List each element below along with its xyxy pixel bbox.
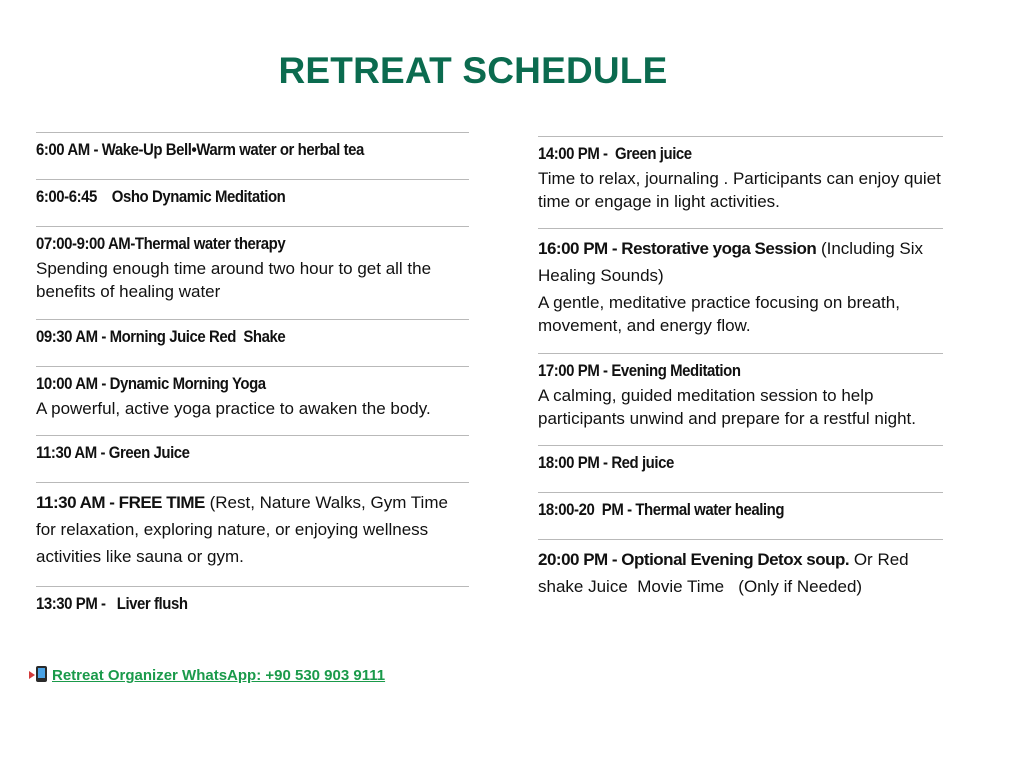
schedule-item xyxy=(538,136,943,228)
schedule-item xyxy=(538,353,943,445)
item-heading: 14:00 PM - Green juice xyxy=(538,144,692,163)
item-description: A powerful, active yoga practice to awaken the body. xyxy=(36,399,431,418)
item-heading: 13:30 PM - Liver flush xyxy=(36,594,188,613)
item-heading: 18:00 PM - Red juice xyxy=(538,453,674,472)
schedule-item xyxy=(538,539,943,600)
whatsapp-contact-text: Retreat Organizer WhatsApp: +90 530 903 9111 xyxy=(52,667,386,684)
item-description: A gentle, meditative practice focusing on breath, movement, and energy flow. xyxy=(538,293,900,335)
item-heading-bold: 11:30 AM - FREE TIME xyxy=(36,493,205,512)
schedule-item xyxy=(36,319,469,366)
item-heading: 6:00-6:45 Osho Dynamic Meditation xyxy=(36,187,286,206)
item-description: A calming, guided meditation session to help participants unwind and prepare for a restful night. xyxy=(538,386,917,428)
schedule-item xyxy=(36,226,469,319)
item-heading-bold: 20:00 PM - Optional Evening Detox soup. xyxy=(538,550,850,569)
mobile-phone-arrow-icon xyxy=(36,666,47,682)
item-heading-note: (Rest, Nature Walks, Gym Time for relaxation, exploring nature, or enjoying wellness activities like sauna or gym. xyxy=(36,493,448,566)
item-heading-note: (Including Six Healing Sounds) xyxy=(538,239,924,285)
item-heading: 10:00 AM - Dynamic Morning Yoga xyxy=(36,374,266,393)
page-title: RETREAT SCHEDULE xyxy=(278,50,668,91)
item-heading: 17:00 PM - Evening Meditation xyxy=(538,361,741,380)
item-heading-bold: 16:00 PM - Restorative yoga Session xyxy=(538,239,817,258)
item-heading xyxy=(538,235,943,289)
schedule-item xyxy=(36,482,469,586)
item-heading xyxy=(36,489,469,570)
schedule-item xyxy=(538,445,943,492)
item-heading-note: Or Red shake Juice Movie Time (Only if Needed) xyxy=(538,550,914,596)
item-heading: 11:30 AM - Green Juice xyxy=(36,443,190,462)
schedule-item xyxy=(538,492,943,539)
item-heading: 07:00-9:00 AM-Thermal water therapy xyxy=(36,234,286,253)
schedule-item xyxy=(36,435,469,482)
schedule-item xyxy=(36,366,469,435)
item-description: Spending enough time around two hour to get all the benefits of healing water xyxy=(36,259,432,301)
schedule-item xyxy=(36,586,469,615)
item-heading: 09:30 AM - Morning Juice Red Shake xyxy=(36,327,286,346)
item-heading xyxy=(538,546,943,600)
schedule-item xyxy=(538,228,943,353)
item-description: Time to relax, journaling . Participants can enjoy quiet time or engage in light activities. xyxy=(538,169,941,211)
schedule-item xyxy=(36,179,469,226)
schedule-item xyxy=(36,132,469,179)
schedule-right-column xyxy=(538,136,943,600)
item-heading: 18:00-20 PM - Thermal water healing xyxy=(538,500,785,519)
item-heading: 6:00 AM - Wake-Up Bell•Warm water or herbal tea xyxy=(36,140,364,159)
whatsapp-contact-link[interactable] xyxy=(36,666,385,684)
schedule-left-column xyxy=(36,132,469,615)
